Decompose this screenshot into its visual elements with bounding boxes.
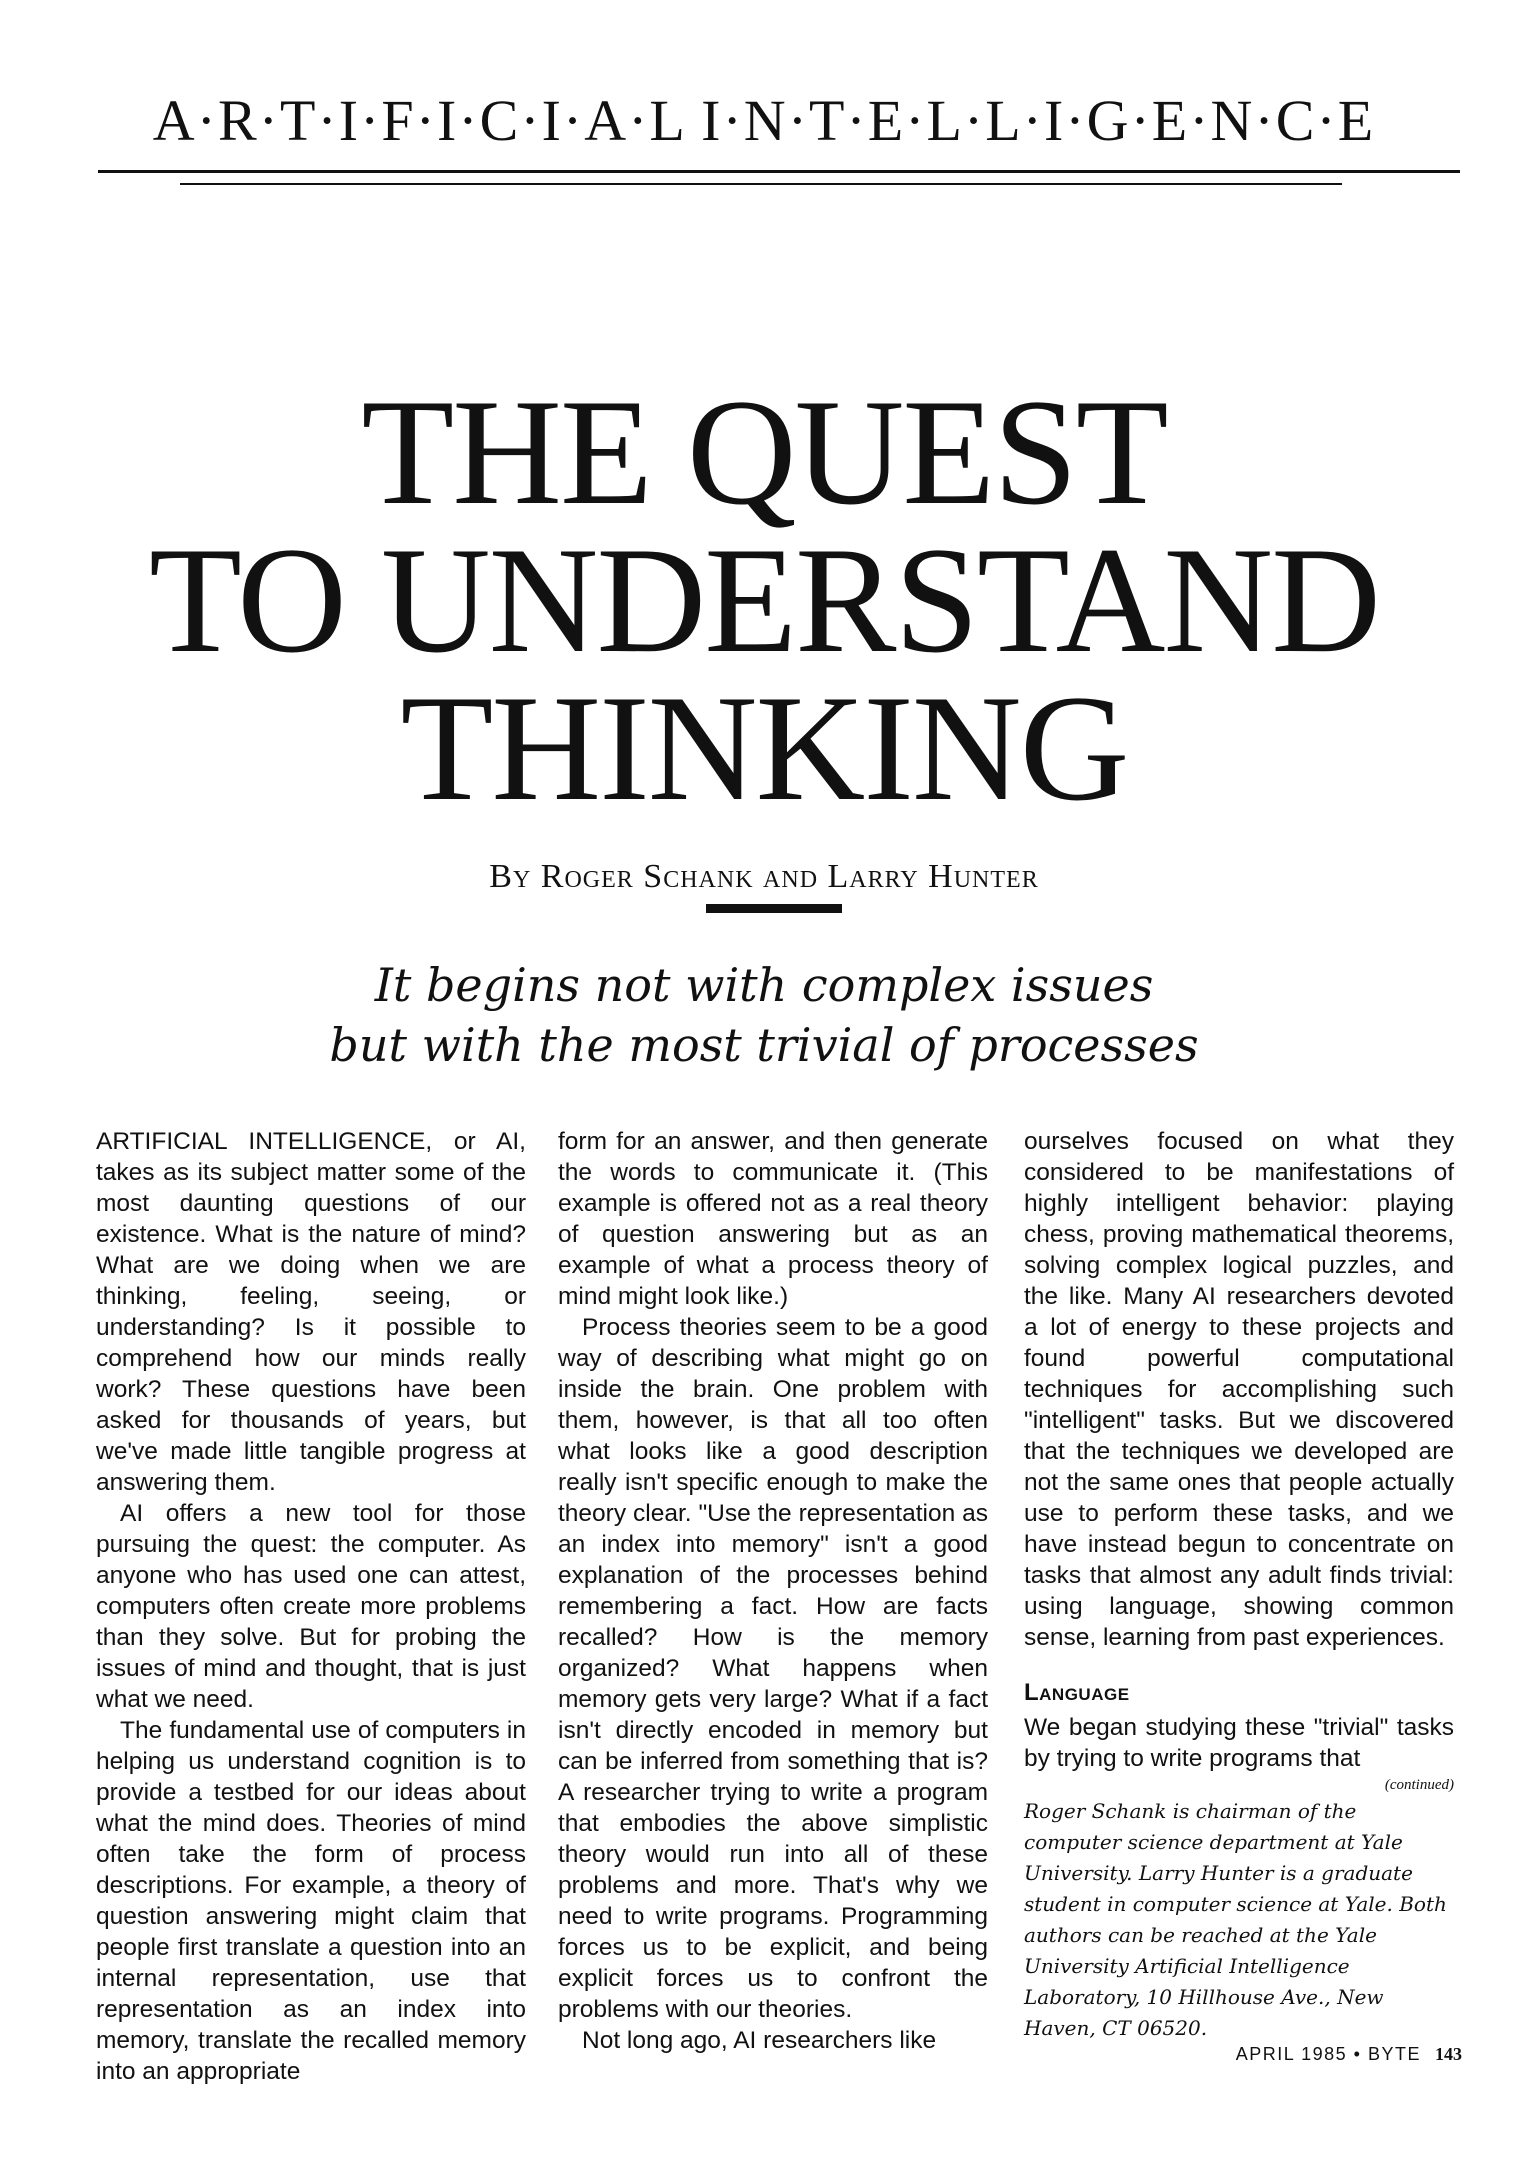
- paragraph: The fundamental use of computers in helping us understand cognition is to provide a testbed for our ideas about what the mind does. Theories of mind often take the form of process descriptions. For example, a theory of question answering might claim that people first translate a question into an internal representation, use that representation as an index into memory, translate the recalled memory into an appropriate: [96, 1717, 526, 2085]
- paragraph: Not long ago, AI researchers like: [582, 2027, 937, 2054]
- column-1: [96, 1126, 526, 2087]
- deck-line-2: but with the most trivial of processes: [329, 1018, 1199, 1072]
- page-footer: [1100, 2044, 1462, 2065]
- title-line-2: TO UNDERSTAND: [149, 516, 1379, 684]
- subhead-language: Language: [1024, 1679, 1130, 1706]
- byline-divider: [706, 904, 842, 913]
- paragraph: ARTIFICIAL INTELLIGENCE, or AI, takes as its subject matter some of the most daunting questions of our existence. What is the nature of mind? What are we doing when we are thinking, feeling, seeing, or understanding? Is it possible to comprehend how our minds really work? These questions have been asked for thousands of years, but we've made little tangible progress at answering them.: [96, 1128, 526, 1496]
- byline: By Roger Schank and Larry Hunter: [489, 858, 1039, 895]
- column-3: [1024, 1126, 1454, 2044]
- paragraph: AI offers a new tool for those pursuing the quest: the computer. As anyone who has used one can attest, computers often create more problems than they solve. But for probing the issues of mind and thought, that is just what we need.: [96, 1500, 526, 1713]
- article-title: [0, 368, 1528, 832]
- issue-label: APRIL 1985 • BYTE: [1235, 2044, 1421, 2064]
- page-number: 143: [1435, 2044, 1462, 2064]
- paragraph: Process theories seem to be a good way of describing what might go on inside the brain. One problem with them, however, is that all too often what looks like a good description really isn't specific enough to make the theory clear. "Use the representation as an index into memory" isn't a good explanation of the processes behind remembering a fact. How are facts recalled? How is the memory organized? What happens when memory gets very large? What if a fact isn't directly encoded in memory but can be inferred from something that is? A researcher trying to write a program that embodies the above simplistic theory would run into all of these problems and more. That's why we need to write programs. Programming forces us to be explicit, and being explicit forces us to confront the problems with our theories.: [558, 1314, 988, 2023]
- author-bio: Roger Schank is chairman of the computer science department at Yale University. Larry Hunter is a graduate student in computer science at Yale. Both authors can be reached at the Yale University Artificial Intelligence Laboratory, 10 Hillhouse Ave., New Haven, CT 06520.: [1024, 1799, 1447, 2040]
- column-2: [558, 1126, 988, 2056]
- paragraph: ourselves focused on what they considered to be manifestations of highly intelligent behavior: playing chess, proving mathematical theorems, solving complex logical puzzles, and the like. Many AI researchers devoted a lot of energy to these projects and found powerful computational techniques for accomplishing such "intelligent" tasks. But we discovered that the techniques we developed are not the same ones that people actually use to perform these tasks, and we have instead begun to concentrate on tasks that almost any adult finds trivial: using language, showing common sense, learning from past experiences.: [1024, 1128, 1454, 1651]
- continued-marker: (continued): [1384, 1777, 1454, 1793]
- header-rule-thin: [180, 183, 1342, 185]
- deck-line-1: It begins not with complex issues: [374, 958, 1154, 1012]
- header-rule-thick: [98, 170, 1460, 173]
- title-line-1: THE QUEST: [361, 368, 1167, 536]
- paragraph: We began studying these "trivial" tasks by trying to write programs that: [1024, 1714, 1454, 1772]
- section-header: A·R·T·I·F·I·C·I·A·L I·N·T·E·L·L·I·G·E·N·C·E: [152, 88, 1376, 153]
- paragraph: form for an answer, and then generate the words to communicate it. (This example is offered not as a real theory of question answering but as an example of what a process theory of mind might look like.): [558, 1128, 988, 1310]
- title-line-3: THINKING: [400, 664, 1128, 832]
- deck: [0, 955, 1528, 1075]
